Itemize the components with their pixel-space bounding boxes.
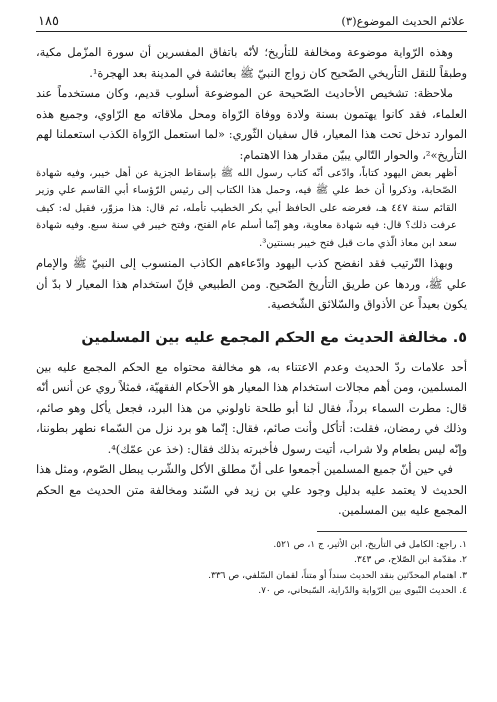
- note-paragraph: ملاحظة: تشخيص الأحاديث الصّحيحة عن الموضوعة أسلوب قديم، وكان مستخدماً عند العلماء، فقد كانوا يهتمون بسنة ولادة ووفاة الرّواة ومحل ملاقاته مع الرّاوي، وجميع هذه الموارد تدخل تحت هذا المعيار، قال سفيان الثّوري: «لما استعمل الرّواة الكذب استعملنا لهم التأريخ»²، والحوار التّالي يبيّن مقدار هذا الاهتمام:: [36, 86, 467, 162]
- footnote-separator: [317, 531, 467, 532]
- footnote-3: ٣. اهتمام المحدّثين بنقد الحديث سنداً أو متناً، لقمان السّلفي، ص ٣٣٦.: [208, 570, 467, 581]
- section-heading: ٥. مخالفة الحديث مع الحكم المجمع عليه بين المسلمين: [81, 329, 467, 346]
- footnote-2: ٢. مقدّمة ابن الصّلاح، ص ٣٤٣.: [353, 555, 467, 566]
- quoted-passage: أظهر بعض اليهود كتاباً، وادّعى أنّه كتاب رسول الله ﷺ بإسقاط الجزية عن أهل خيبر، وفيه شهادة الصّحابة، وذكروا أن خط علي ﷺ فيه، وحمل هذا الكتاب إلى رئيس الرّؤساء أبي القاسم علي وزير القائم سنة ٤٤٧ هـ، فعرضه على الحافظ أبي بكر الخطيب تأمله، ثم قال: هذا مزوّر، فقيل له: كيف عرفت ذلك؟ قال: فيه شهادة معاوية، وهو إنّما أسلم عام الفتح، وفتح خيبر في سنة سبع. وفيه شهادة سعد ابن معاذ الّذي مات قبل فتح خيبر بسنتين³.: [36, 168, 457, 249]
- paragraph-4: أحد علامات ردّ الحديث وعدم الاعتناء به، هو مخالفة محتواه مع الحكم المجمع عليه بين المسلمين، ومن أهم مجالات استخدام هذا المعيار هو الأحكام الفقهيّة، فمثلاً روي عن أنس أنّه قال: مطرت السماء برداً، فقال لنا أبو طلحة ناولوني من هذا البرد، فجعل يأكل وهو صائم، وذلك في رمضان، فقلت: أتأكل وأنت صائم، فقال: إنّما هو برد نزل من السّماء نطهر بطوننا، وإنّه ليس بطعام ولا شراب، أتيت رسول فأخبرته بذلك فقال: (خذ عن عمّك)⁴.: [36, 359, 467, 456]
- page-number: ١٨٥: [38, 14, 59, 29]
- header-rule: [36, 31, 467, 32]
- paragraph-3: وبهذا التّرتيب فقد انفضح كذب اليهود وادّعاءهم الكاذب المنسوب إلى النبيّ ﷺ والإمام علي ﷺ، وردها عن طريق التأريخ الصّحيح. ومن الطبيعي فإنّ استخدام هذا المعيار لا بدّ أن يكون بعيداً عن الأذواق والسّلائق الشّخصية.: [36, 256, 467, 312]
- footnotes: [36, 538, 467, 600]
- running-header: [36, 14, 467, 31]
- footnote-4: ٤. الحديث النّبوي بين الرّواية والدّراية، السّبحاني، ص ٧٠.: [258, 586, 467, 597]
- paragraph-5: في حين أنّ جميع المسلمين أجمعوا على أنّ مطلق الأكل والشّرب يبطل الصّوم، ومثل هذا الحديث لا يعتمد عليه بدليل وجود علي بن زيد في السّند ومخالفة متن الحديث مع الحكم المجمع عليه بين المسلمين.: [36, 462, 467, 518]
- paragraph-1: وهذه الرّواية موضوعة ومخالفة للتأريخ؛ لأنّه باتفاق المفسرين أن سورة المزّمل مكية، وطبقاً للنقل التأريخي الصّحيح كان زواج النبيّ ﷺ بعائشة في المدينة بعد الهجرة¹.: [36, 45, 467, 80]
- footnote-1: ١. راجع: الكامل في التأريخ، ابن الأثير، ج ١، ص ٥٢١.: [273, 539, 467, 550]
- running-title: علائم الحديث الموضوع(٣): [341, 14, 465, 28]
